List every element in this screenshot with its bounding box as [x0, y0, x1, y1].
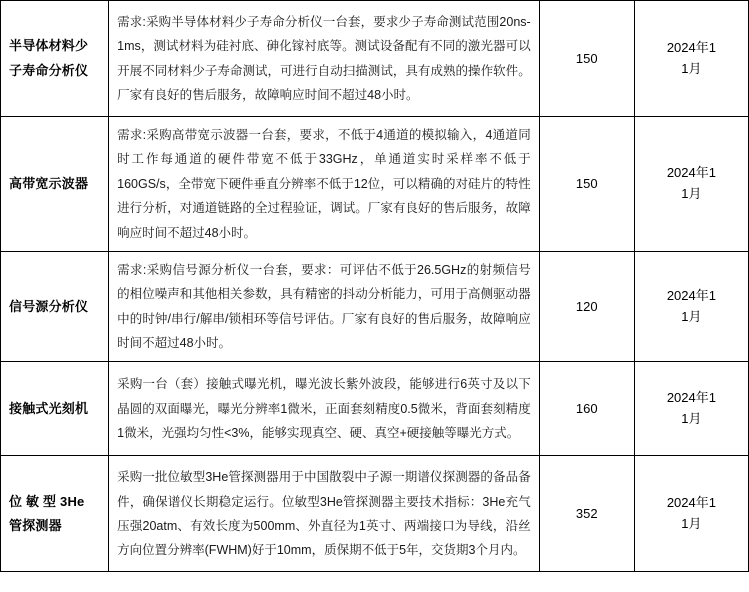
date-line-2: 1月: [681, 515, 702, 531]
equipment-name-cell: 半导体材料少子寿命分析仪: [1, 1, 109, 117]
date-line-1: 2024年1: [666, 39, 716, 55]
budget-cell: 352: [539, 456, 634, 572]
date-line-1: 2024年1: [666, 495, 716, 511]
budget-cell: 160: [539, 362, 634, 456]
date-line-2: 1月: [681, 308, 702, 324]
date-line-1: 2024年1: [666, 165, 716, 181]
equipment-name-cell: 高带宽示波器: [1, 117, 109, 252]
table-row: [1, 362, 749, 456]
table-row: [1, 1, 749, 117]
table-row: [1, 456, 749, 572]
purchase-date-cell: [634, 1, 748, 117]
budget-cell: 150: [539, 117, 634, 252]
equipment-name-cell: 接触式光刻机: [1, 362, 109, 456]
requirement-description-cell: 需求:采购高带宽示波器一台套，要求，不低于4通道的模拟输入，4通道同时工作每通道的硬件带宽不低于33GHz，单通道实时采样率不低于160GS/s，全带宽下硬件垂直分辨率不低于12位，可以精确的对硅片的特性进行分析，对通道链路的全过程验证，调试。厂家有良好的售后服务，故障响应时间不超过48小时。: [109, 117, 540, 252]
table-row: [1, 117, 749, 252]
equipment-name-cell: 位 敏 型 3He 管探测器: [1, 456, 109, 572]
purchase-date-cell: [634, 251, 748, 362]
table-body: [1, 1, 749, 572]
date-line-2: 1月: [681, 185, 702, 201]
purchase-date-cell: [634, 456, 748, 572]
budget-cell: 150: [539, 1, 634, 117]
purchase-date-cell: [634, 117, 748, 252]
equipment-name-cell: 信号源分析仪: [1, 251, 109, 362]
requirement-description-cell: 采购一批位敏型3He管探测器用于中国散裂中子源一期谱仪探测器的备品备件，确保谱仪长期稳定运行。位敏型3He管探测器主要技术指标：3He充气压强20atm、有效长度为500mm、外直径为1英寸、两端接口为导线，沿丝方向位置分辨率(FWHM)好于10mm，质保期不低于5年，交货期3个月内。: [109, 456, 540, 572]
date-line-2: 1月: [681, 410, 702, 426]
date-line-1: 2024年1: [666, 287, 716, 303]
requirement-description-cell: 需求:采购半导体材料少子寿命分析仪一台套，要求少子寿命测试范围20ns-1ms，测试材料为硅衬底、砷化镓衬底等。测试设备配有不同的激光器可以开展不同材料少子寿命测试，可进行自动扫描测试，具有成熟的操作软件。厂家有良好的售后服务，故障响应时间不超过48小时。: [109, 1, 540, 117]
date-line-2: 1月: [681, 60, 702, 76]
purchase-date-cell: [634, 362, 748, 456]
requirement-description-cell: 采购一台（套）接触式曝光机，曝光波长紫外波段，能够进行6英寸及以下晶圆的双面曝光，曝光分辨率1微米，正面套刻精度0.5微米，背面套刻精度1微米，光强均匀性<3%，能够实现真空、硬、真空+硬接触等曝光方式。: [109, 362, 540, 456]
budget-cell: 120: [539, 251, 634, 362]
requirement-description-cell: 需求:采购信号源分析仪一台套，要求：可评估不低于26.5GHz的射频信号的相位噪声和其他相关参数，具有精密的抖动分析能力，可用于高侧驱动器中的时钟/串行/解串/锁相环等信号评估。厂家有良好的售后服务，故障响应时间不超过48小时。: [109, 251, 540, 362]
date-line-1: 2024年1: [666, 390, 716, 406]
table-row: [1, 251, 749, 362]
